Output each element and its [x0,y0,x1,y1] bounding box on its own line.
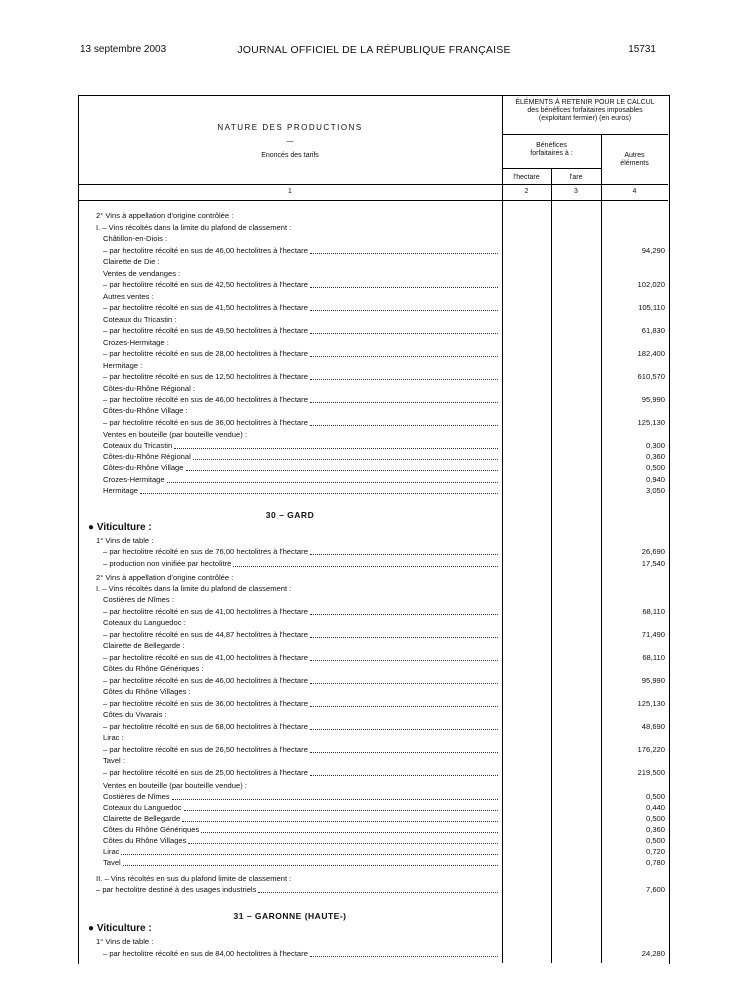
row-value: 176,220 [637,745,665,754]
head-rule-2 [502,168,601,169]
benefices-line-2: forfaitaires à : [530,150,573,157]
table-row [0,652,748,663]
section-title: 30 – GARD [265,510,315,520]
row-label: Côtes du Rhône Génériques [103,825,200,834]
elements-heading [502,99,668,123]
table-row [0,884,748,895]
table-row [0,594,748,605]
row-value: 7,600 [645,885,665,894]
row-value: 48,690 [641,722,665,731]
row-label: Crozes-Hermitage : [103,338,169,347]
row-label: Ventes de vendanges : [103,269,181,278]
row-value: 94,290 [641,246,665,255]
row-value: 68,110 [642,653,665,662]
elements-line-3: (exploitant fermier) (en euros) [538,115,632,122]
table-row [0,686,748,697]
row-label: Crozes-Hermitage [103,475,165,484]
row-value: 26,690 [641,547,665,556]
row-label: Côtes-du-Rhône Régional [103,452,191,461]
row-value: 95,990 [641,676,665,685]
dot-leader [172,799,498,800]
table-row [0,813,748,824]
row-value: 610,570 [637,372,665,381]
row-label: Côtes-du-Rhône Régional : [103,384,196,393]
bullet-icon: ● [88,522,97,533]
are-heading: l'are [569,174,583,181]
dot-leader [310,310,498,311]
table-row [0,210,748,221]
table-row [0,873,748,884]
table-row [0,279,748,290]
row-label: Coteaux du Tricastin : [103,315,177,324]
table-row [0,629,748,640]
row-value: 0,440 [645,803,665,812]
table-row [0,721,748,732]
table-row [0,755,748,766]
dot-leader [310,287,498,288]
dot-leader [310,729,498,730]
table-row [0,546,748,557]
dot-leader [182,821,498,822]
row-label: Coteaux du Languedoc : [103,618,186,627]
row-value: 0,360 [645,825,665,834]
table-row [0,663,748,674]
row-label: – par hectolitre récolté en sus de 76,00 hectolitres à l'hectare [103,547,308,556]
head-rule-1 [502,134,668,135]
dot-leader [188,843,498,844]
dot-leader [310,637,498,638]
hectare-heading: l'hectare [513,174,540,181]
dot-leader [258,892,498,893]
row-label: Hermitage [103,486,139,495]
elements-line-1: ÉLÉMENTS À RETENIR POUR LE CALCUL [515,99,655,106]
row-value: 24,280 [641,949,665,958]
table-row [0,732,748,743]
table-row [0,572,748,583]
dot-leader [310,402,498,403]
row-label: – par hectolitre récolté en sus de 84,00 hectolitres à l'hectare [103,949,308,958]
table-row [0,485,748,496]
table-row [0,583,748,594]
row-label: Tavel [103,858,121,867]
dot-leader [186,470,498,471]
table-row [0,698,748,709]
dot-leader [310,683,498,684]
head-rule-3 [78,184,668,185]
elements-line-2: des bénéfices forfaitaires imposables [527,107,643,114]
row-value: 0,500 [645,814,665,823]
row-label: Clairette de Die : [103,257,160,266]
table-row [0,846,748,857]
table-row [0,640,748,651]
table-row [0,535,748,546]
col-number-2: 2 [524,188,529,195]
autres-line-2: éléments [620,160,649,167]
row-value: 0,500 [645,463,665,472]
table-row [0,360,748,371]
row-label: Costières de Nîmes : [103,595,174,604]
row-label: Tavel : [103,756,125,765]
col-number-4: 4 [632,188,637,195]
dot-leader [310,660,498,661]
row-label: – par hectolitre récolté en sus de 26,50 hectolitres à l'hectare [103,745,308,754]
row-label: – par hectolitre récolté en sus de 49,50 hectolitres à l'hectare [103,326,308,335]
row-label: – par hectolitre récolté en sus de 46,00 hectolitres à l'hectare [103,395,308,404]
table-row [0,291,748,302]
row-value: 125,130 [637,699,665,708]
row-label: Coteaux du Tricastin [103,441,173,450]
dot-leader [140,493,498,494]
row-label: Ventes en bouteille (par bouteille vendue) : [103,781,247,790]
table-row [0,371,748,382]
dot-leader [123,865,498,866]
row-label: – par hectolitre récolté en sus de 41,50 hectolitres à l'hectare [103,303,308,312]
section-bullet [88,522,152,533]
table-row [0,222,748,233]
row-value: 105,110 [638,303,665,312]
table-row [0,462,748,473]
table-row [0,857,748,868]
dot-leader [167,482,498,483]
table-row [0,383,748,394]
row-value: 0,360 [645,452,665,461]
table-row [0,314,748,325]
table-row [0,948,748,959]
bullet-label: Viticulture : [96,923,152,934]
dot-leader [310,775,498,776]
row-label: Coteaux du Languedoc [103,803,182,812]
row-label: – par hectolitre récolté en sus de 68,00 hectolitres à l'hectare [103,722,308,731]
row-label: – par hectolitre récolté en sus de 46,00 hectolitres à l'hectare [103,676,308,685]
row-label: Côtes du Rhône Génériques : [103,664,204,673]
dot-leader [310,554,498,555]
row-label: Châtillon-en-Diois : [103,234,168,243]
nature-heading: NATURE DES PRODUCTIONS [217,123,363,132]
table-row [0,835,748,846]
table-row [0,451,748,462]
row-label: – par hectolitre récolté en sus de 44,87 hectolitres à l'hectare [103,630,308,639]
row-label: – par hectolitre destiné à des usages industriels [96,885,257,894]
section-title: 31 – GARONNE (HAUTE-) [233,911,347,921]
table-row [0,558,748,569]
table-row [0,394,748,405]
row-value: 0,500 [645,792,665,801]
row-value: 61,830 [641,326,665,335]
row-value: 182,400 [637,349,665,358]
row-value: 17,540 [641,559,665,568]
table-row [0,268,748,279]
row-value: 102,020 [637,280,665,289]
nature-dash: — [286,138,294,145]
dot-leader [121,854,498,855]
table-row [0,302,748,313]
row-label: Côtes du Rhône Villages : [103,687,191,696]
table-row [0,245,748,256]
table-row [0,791,748,802]
table-row [0,767,748,778]
header-date: 13 septembre 2003 [80,44,167,55]
row-value: 0,780 [645,858,665,867]
dot-leader [184,810,498,811]
row-label: – par hectolitre récolté en sus de 41,00 hectolitres à l'hectare [103,607,308,616]
row-label: – par hectolitre récolté en sus de 12,50 hectolitres à l'hectare [103,372,308,381]
dot-leader [310,356,498,357]
row-label: Côtes du Vivarais : [103,710,167,719]
autres-line-1: Autres [624,152,645,159]
table-row [0,440,748,451]
table-row [0,936,748,947]
row-label: Hermitage : [103,361,143,370]
dot-leader [193,459,498,460]
table-row [0,802,748,813]
benefices-line-1: Bénéfices [536,142,567,149]
row-value: 0,940 [645,475,665,484]
row-label: Clairette de Bellegarde [103,814,181,823]
row-label: Lirac : [103,733,124,742]
row-label: Lirac [103,847,120,856]
row-value: 3,050 [645,486,665,495]
row-value: 0,720 [645,847,665,856]
table-row [0,256,748,267]
autres-heading [601,152,668,168]
row-label: – par hectolitre récolté en sus de 25,00 hectolitres à l'hectare [103,768,308,777]
row-label: I. – Vins récoltés dans la limite du plafond de classement : [96,223,292,232]
table-row [0,417,748,428]
row-label: II. – Vins récoltés en sus du plafond limite de classement : [96,874,292,883]
row-label: 2° Vins à appellation d'origine contrôlée : [96,573,234,582]
dot-leader [310,706,498,707]
row-label: Ventes en bouteille (par bouteille vendue) : [103,430,247,439]
table-row [0,348,748,359]
table-row [0,709,748,720]
dot-leader [201,832,498,833]
bullet-icon: ● [88,923,97,934]
row-label: – par hectolitre récolté en sus de 36,00 hectolitres à l'hectare [103,418,308,427]
row-label: – par hectolitre récolté en sus de 46,00 hectolitres à l'hectare [103,246,308,255]
row-value: 0,500 [645,836,665,845]
dot-leader [174,448,498,449]
bullet-label: Viticulture : [96,522,152,533]
row-label: Côtes-du-Rhône Village : [103,406,188,415]
table-row [0,429,748,440]
row-label: Côtes-du-Rhône Village [103,463,184,472]
table-row [0,675,748,686]
row-label: Costières de Nîmes [103,792,170,801]
dot-leader [310,752,498,753]
section-bullet [88,923,152,934]
dot-leader [310,425,498,426]
table-row [0,780,748,791]
row-value: 125,130 [637,418,665,427]
dot-leader [310,253,498,254]
row-label: 1° Vins de table : [96,536,154,545]
row-value: 95,990 [641,395,665,404]
row-label: – par hectolitre récolté en sus de 41,00 hectolitres à l'hectare [103,653,308,662]
row-label: Clairette de Bellegarde : [103,641,185,650]
row-label: 1° Vins de table : [96,937,154,946]
row-label: – production non vinifiée par hectolitre [103,559,232,568]
head-rule-4 [78,200,668,201]
row-label: – par hectolitre récolté en sus de 36,00 hectolitres à l'hectare [103,699,308,708]
table-row [0,405,748,416]
row-value: 71,490 [641,630,665,639]
table-row [0,744,748,755]
row-value: 0,300 [645,441,665,450]
dot-leader [310,379,498,380]
dot-leader [310,333,498,334]
table-row [0,337,748,348]
table-row [0,233,748,244]
row-label: Côtes du Rhône Villages [103,836,187,845]
row-label: I. – Vins récoltés dans la limite du plafond de classement : [96,584,292,593]
page-number: 15731 [628,44,656,55]
row-label: 2° Vins à appellation d'origine contrôlée : [96,211,234,220]
dot-leader [310,956,498,957]
table-row [0,474,748,485]
table-row [0,606,748,617]
row-label: – par hectolitre récolté en sus de 42,50 hectolitres à l'hectare [103,280,308,289]
dot-leader [310,614,498,615]
row-value: 68,110 [642,607,665,616]
row-label: Autres ventes : [103,292,154,301]
row-label: – par hectolitre récolté en sus de 28,00 hectolitres à l'hectare [103,349,308,358]
col-number-3: 3 [574,188,578,195]
col-number-1: 1 [288,188,292,195]
enonces-heading: Enoncés des tarifs [261,152,319,159]
journal-title: JOURNAL OFFICIEL DE LA RÉPUBLIQUE FRANÇAISE [237,44,511,56]
dot-leader [233,566,498,567]
table-row [0,617,748,628]
row-value: 219,500 [637,768,665,777]
benefices-heading [502,142,601,158]
table-row [0,824,748,835]
table-row [0,325,748,336]
